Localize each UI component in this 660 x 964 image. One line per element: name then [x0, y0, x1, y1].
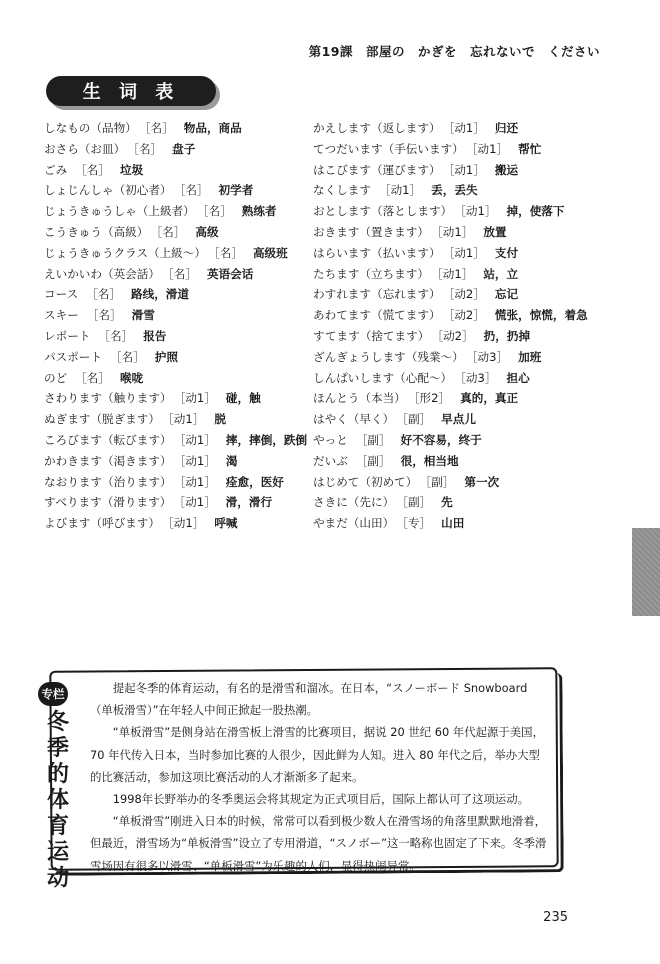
vocab-entry — [44, 243, 307, 264]
vocab-meaning: 高级班 — [252, 245, 288, 260]
vocab-entry — [313, 264, 588, 285]
vocab-word: よびます（呼びます） — [44, 516, 160, 531]
vocab-pos: ［名］ — [202, 204, 232, 219]
vocab-entry — [313, 430, 588, 451]
vocab-entry — [313, 492, 588, 513]
vocab-entry — [313, 118, 588, 139]
vocab-column-left — [44, 118, 307, 534]
vocab-word: こうきゅう（高級） — [44, 224, 149, 239]
vocab-meaning: 脱 — [214, 412, 226, 427]
vocab-pos: ［动1］ — [167, 412, 205, 427]
vocab-entry — [313, 451, 588, 472]
vocab-list-banner: 生 词 表 — [46, 76, 216, 106]
vocab-word: はこびます（運びます） — [313, 162, 441, 177]
vocab-meaning: 路线，滑道 — [131, 287, 189, 302]
vocab-pos: ［名］ — [167, 266, 197, 281]
vocab-entry — [44, 305, 307, 326]
vocab-entry — [44, 326, 307, 347]
vocab-word: なおります（治ります） — [44, 474, 172, 489]
vocab-entry — [44, 201, 307, 222]
vocab-pos: ［动1］ — [471, 141, 509, 156]
vocab-meaning: 滑雪 — [131, 308, 155, 323]
vocab-meaning: 早点儿 — [441, 412, 476, 427]
vocab-word: はやく（早く） — [313, 412, 395, 427]
vocab-meaning: 搬运 — [494, 162, 519, 177]
vocab-meaning: 掉，使落下 — [506, 204, 565, 219]
vocab-word: すべります（滑ります） — [44, 495, 172, 510]
vocab-entry — [44, 492, 307, 513]
vocab-entry — [44, 388, 307, 409]
vocab-word: かわきます（渇きます） — [44, 453, 172, 468]
vocab-entry — [313, 347, 588, 368]
vocab-word: ほんとう（本当） — [313, 391, 406, 406]
vocab-pos: ［动1］ — [179, 453, 216, 468]
vocab-pos: ［副］ — [355, 432, 391, 447]
vocab-word: なくします — [313, 183, 371, 198]
vocab-entry — [313, 409, 588, 430]
vocab-pos: ［动2］ — [437, 328, 474, 343]
vocab-meaning: 担心 — [506, 370, 530, 385]
column-title: 冬季的体育运动 — [46, 710, 69, 891]
vocab-word: スキー — [44, 308, 79, 323]
vocab-entry — [313, 222, 588, 243]
chapter-side-tab — [632, 528, 660, 616]
vocab-pos: ［动3］ — [471, 349, 509, 364]
column-paragraph: “单板滑雪”刚进入日本的时候，常常可以看到极少数人在滑雪场的角落里默默地滑着，但最近，滑雪场为“单板滑雪”设立了专用滑道，“スノボー”这一略称也固定了下来。冬季滑雪场因有很多以滑雪、“单板滑雪”为乐趣的人们，显得热闹异常。 — [90, 814, 547, 873]
vocab-pos: ［名］ — [98, 328, 134, 343]
vocab-pos: ［动1］ — [179, 391, 216, 406]
vocab-word: はじめて（初めて） — [313, 474, 418, 489]
vocab-entry — [44, 180, 307, 201]
vocab-entry — [313, 139, 588, 160]
vocab-meaning: 护照 — [154, 349, 178, 364]
vocab-word: てつだいます（手伝います） — [313, 141, 464, 156]
vocab-word: のど — [44, 370, 68, 385]
vocab-meaning: 支付 — [494, 245, 519, 260]
vocab-entry — [44, 368, 307, 389]
vocab-pos: ［名］ — [75, 370, 110, 385]
vocab-meaning: 报告 — [143, 328, 167, 343]
column-badge: 专栏 — [38, 682, 68, 706]
column-paragraph: 1998年长野举办的冬季奥运会将其规定为正式项目后，国际上都认可了这项运动。 — [112, 792, 530, 807]
vocab-entry — [313, 368, 588, 389]
column-paragraph: 提起冬季的体育运动，有名的是滑雪和溜冰。在日本，“スノーボード Snowboard（单板滑雪）”在年轻人中间正掀起一股热潮。 — [90, 681, 528, 718]
vocab-pos: ［动1］ — [179, 495, 216, 510]
vocab-pos: ［动1］ — [448, 245, 485, 260]
vocab-meaning: 喉咙 — [120, 370, 144, 385]
vocab-entry — [44, 451, 307, 472]
vocab-pos: ［动1］ — [167, 516, 205, 531]
page-number: 235 — [543, 910, 568, 925]
vocab-entry — [313, 160, 588, 181]
vocab-word: たちます（立ちます） — [313, 266, 429, 281]
vocab-entry — [44, 160, 307, 181]
vocab-meaning: 初学者 — [218, 183, 254, 198]
vocab-entry — [44, 264, 307, 285]
vocab-word: ころびます（転びます） — [44, 432, 172, 447]
vocab-word: やっと — [313, 432, 348, 447]
vocab-meaning: 忘记 — [494, 287, 519, 302]
vocab-pos: ［动1］ — [460, 204, 497, 219]
vocab-pos: ［副］ — [355, 453, 391, 468]
vocab-entry — [44, 118, 307, 139]
vocab-word: しなもの（品物） — [44, 121, 137, 135]
vocab-entry — [313, 513, 588, 534]
vocab-meaning: 摔，摔倒，跌倒 — [225, 432, 308, 447]
vocab-word: コース — [44, 287, 79, 302]
vocab-pos: ［名］ — [86, 287, 121, 302]
vocab-pos: ［名］ — [213, 245, 243, 260]
vocab-meaning: 好不容易，终于 — [400, 432, 482, 447]
vocab-entry — [44, 430, 307, 451]
vocab-pos: ［形2］ — [413, 391, 451, 406]
column-text — [90, 677, 548, 877]
vocab-meaning: 垃圾 — [120, 162, 144, 177]
vocab-meaning: 很，相当地 — [400, 453, 459, 468]
vocab-meaning: 盘子 — [172, 141, 196, 156]
vocab-pos: ［动1］ — [436, 266, 474, 281]
vocab-pos: ［名］ — [86, 308, 122, 323]
vocab-word: おさら（お皿） — [44, 141, 126, 156]
vocab-pos: ［动1］ — [179, 432, 216, 447]
vocab-entry — [44, 472, 307, 493]
vocab-entry — [313, 243, 588, 264]
lesson-header: 第19課 部屋の かぎを 忘れないで ください — [308, 44, 600, 59]
vocab-pos: ［动2］ — [448, 308, 485, 323]
vocab-meaning: 先 — [441, 495, 453, 510]
vocab-entry — [44, 139, 307, 160]
vocab-meaning: 帮忙 — [518, 141, 542, 156]
vocab-word: ぬぎます（脱ぎます） — [44, 412, 160, 427]
vocab-meaning: 真的，真正 — [460, 391, 519, 406]
vocab-meaning: 碰，触 — [225, 391, 261, 406]
vocab-pos: ［动1］ — [448, 162, 485, 177]
vocab-meaning: 英语会话 — [206, 266, 254, 281]
vocab-meaning: 加班 — [518, 349, 542, 364]
vocab-entry — [313, 201, 588, 222]
vocab-word: さわります（触ります） — [44, 391, 172, 406]
vocab-entry — [44, 222, 307, 243]
vocab-entry — [44, 284, 307, 305]
vocab-pos: ［动1］ — [436, 224, 474, 239]
vocab-word: しんぱいします（心配～） — [313, 370, 453, 385]
vocab-word: ごみ — [44, 162, 68, 177]
vocab-pos: ［名］ — [133, 141, 163, 156]
vocab-meaning: 痊愈，医好 — [225, 474, 284, 489]
vocab-pos: ［副］ — [402, 495, 432, 510]
vocab-word: レポート — [44, 328, 91, 343]
vocab-pos: ［动3］ — [460, 370, 497, 385]
vocab-meaning: 扔，扔掉 — [483, 328, 531, 343]
column-paragraph: “单板滑雪”是侧身站在滑雪板上滑雪的比赛项目，据说 20 世纪 60 年代起源于美国，70 年代传入日本，当时参加比赛的人很少，因此鲜为人知。进入 80 年代之后，举办大型的比赛活动，参加这项比赛活动的人才渐渐多了起来。 — [90, 725, 544, 784]
vocab-meaning: 山田 — [441, 516, 465, 531]
vocab-meaning: 站，立 — [483, 266, 519, 281]
vocab-pos: ［动1］ — [378, 183, 422, 198]
vocab-entry — [313, 472, 588, 493]
vocab-pos: ［动1］ — [179, 474, 216, 489]
vocab-pos: ［名］ — [179, 183, 209, 198]
vocab-meaning: 丢，丢失 — [431, 183, 478, 198]
vocab-word: すてます（捨てます） — [313, 328, 430, 343]
vocab-pos: ［副］ — [402, 412, 432, 427]
vocab-meaning: 归还 — [494, 121, 519, 135]
vocab-word: だいぶ — [313, 453, 348, 468]
vocab-meaning: 放置 — [483, 224, 507, 239]
vocab-entry — [313, 305, 588, 326]
vocab-word: さきに（先に） — [313, 495, 395, 510]
vocab-meaning: 呼喊 — [214, 516, 238, 531]
vocab-word: あわてます（慌てます） — [313, 308, 441, 323]
vocab-entry — [313, 326, 588, 347]
vocab-pos: ［专］ — [402, 516, 432, 531]
vocab-meaning: 滑，滑行 — [225, 495, 273, 510]
vocab-word: やまだ（山田） — [313, 516, 395, 531]
vocab-word: おとします（落とします） — [313, 204, 453, 219]
vocab-word: おきます（置きます） — [313, 224, 429, 239]
vocab-entry — [313, 284, 588, 305]
vocab-pos: ［动2］ — [448, 287, 485, 302]
vocab-meaning: 第一次 — [464, 474, 500, 489]
vocab-pos: ［副］ — [425, 474, 455, 489]
vocab-word: わすれます（忘れます） — [313, 287, 441, 302]
vocab-word: じょうきゅうクラス（上級～） — [44, 245, 206, 260]
vocab-pos: ［名］ — [109, 349, 145, 364]
vocab-word: じょうきゅうしゃ（上級者） — [44, 204, 195, 219]
vocab-meaning: 慌张，惊慌，着急 — [494, 308, 588, 323]
vocab-entry — [313, 388, 588, 409]
vocab-pos: ［动1］ — [448, 121, 485, 135]
vocab-entry — [44, 513, 307, 534]
vocab-entry — [44, 409, 307, 430]
vocab-meaning: 物品，商品 — [183, 121, 242, 135]
vocab-word: ざんぎょうします（残業～） — [313, 349, 464, 364]
vocab-word: しょじんしゃ（初心者） — [44, 183, 172, 198]
vocab-pos: ［名］ — [156, 224, 186, 239]
vocab-word: かえします（返します） — [313, 121, 441, 135]
vocab-pos: ［名］ — [144, 121, 174, 135]
vocab-meaning: 渴 — [225, 453, 238, 468]
vocab-meaning: 高级 — [195, 224, 219, 239]
vocab-pos: ［名］ — [75, 162, 110, 177]
vocab-column-right — [313, 118, 588, 534]
vocab-entry — [313, 180, 588, 201]
vocab-word: えいかいわ（英会話） — [44, 266, 160, 281]
vocab-entry — [44, 347, 307, 368]
vocab-word: はらいます（払います） — [313, 245, 441, 260]
vocab-word: パスポート — [44, 349, 102, 364]
vocab-meaning: 熟练者 — [241, 204, 277, 219]
